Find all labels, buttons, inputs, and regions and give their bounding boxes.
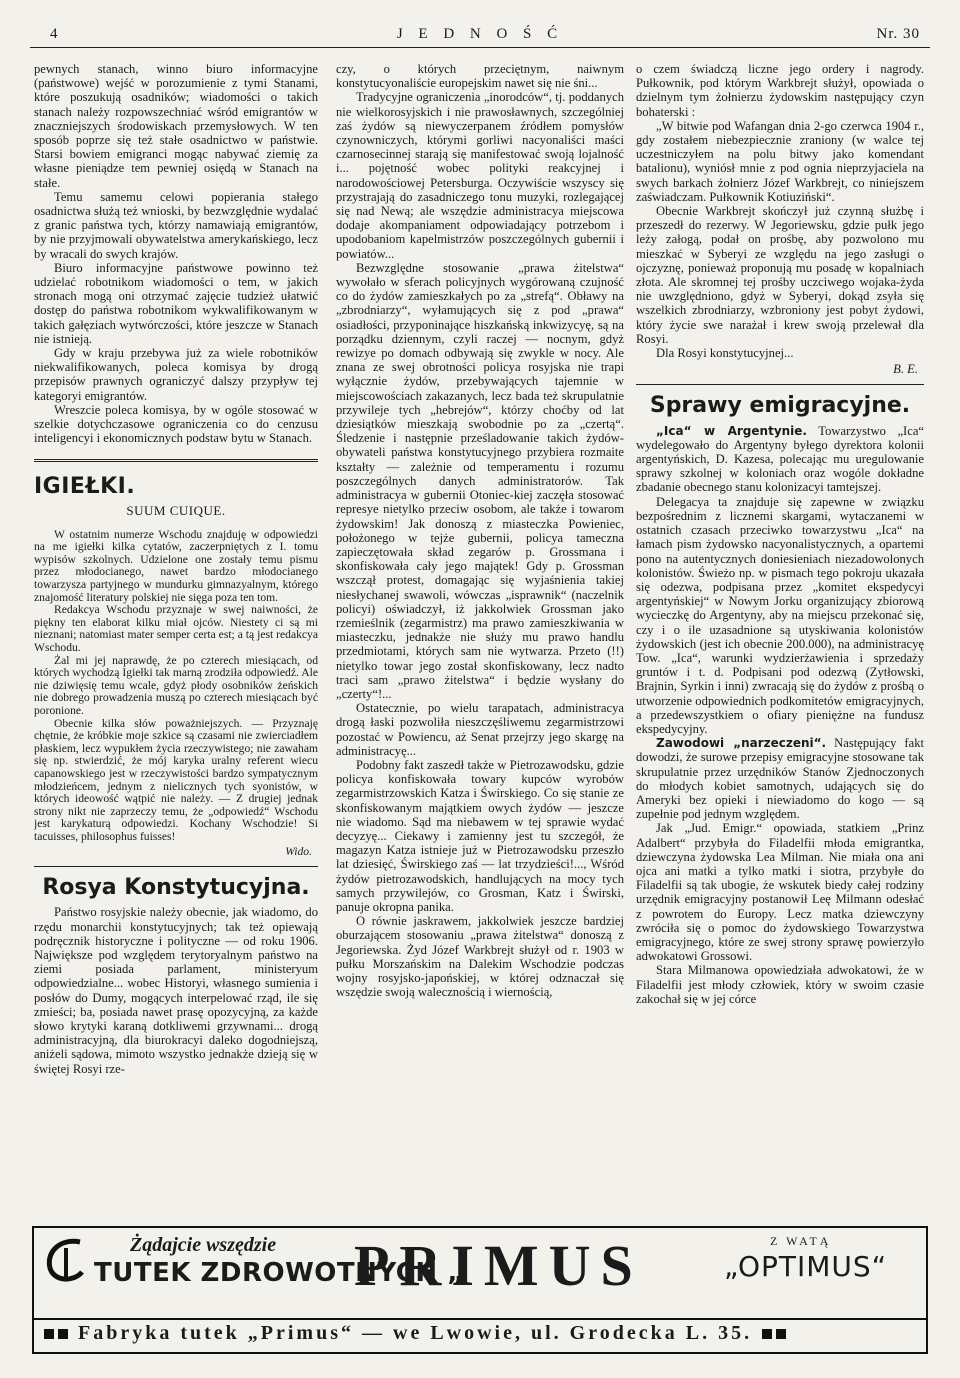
author-signature: B. E. — [893, 362, 918, 377]
paragraph: Stara Milmanowa opowiedziała adwokatowi, że w Filadelfii jest młody człowiek, który w swoim czasie zakochał się w jej córce — [636, 963, 924, 1006]
decorative-bar-icon — [44, 1329, 54, 1339]
brand-logo-icon — [40, 1234, 92, 1286]
column-1 — [34, 62, 318, 1210]
decorative-bar-icon — [776, 1329, 786, 1339]
section-divider — [34, 866, 318, 867]
emigration-headline: Sprawy emigracyjne. — [649, 393, 911, 419]
paragraph: Jak „Jud. Emigr.“ opowiada, statkiem „Prinz Adalbert“ przybyła do Filadelfii młoda emigrantka, dziewczyna żydowska Lea Milman. Nie miała ona ani ojca ani matki a tylko matki i siotra, przybyłe do Filadelfii są tak ubogie, że wskutek biedy całej rodziny urzędnik emigracyjny postanowił Leę Milmann odesłać z powrotem do Europy. Lecz matka dziewczyny zwróciła się o pomoc do żydowskiego Towarzystwa emigracyjnego, które ze swej strony sprawę powierzyło adwokatowi Grossowi. — [636, 821, 924, 964]
paragraph: Obecnie kilka słów poważniejszych. — Przyznaję chętnie, że króbkie moje szkice są czasami nie zwierciadłem płaskiem, lecz wypukłem życia rzeczywistego; nie zawaham się np. stwierdzić, że mój karyka uralny referent wiecu capanowskiego jest w rzeczywistości bardzo sympatycznym młodzieńcem, jednym z nielicznych tych syonistów, w których ideowość wątpić nie należy. — Z drugiej jednak strony nikt nie zaprzeczy temu, że „odpowiedź“ Wschodu jest karykaturą odpowiedzi. Kochany Wschodzie! Si tacuisses, philosophus fuisses! — [34, 716, 318, 843]
rosya-headline: Rosya Konstytucyjna. — [42, 875, 310, 901]
newspaper-title: J E D N O Ś Ć — [396, 26, 564, 42]
paragraph: Delegacya ta znajduje się zapewne w związku bezpośrednim z licznemi skargami, wytaczanemi w ostatnich czasach przeciwko towarzystwu „Ica“ na łamach pism żydowsko nacyonalistycznych, a opartemi pono na autentycznych doniesieniach niezadowolonych kolonistów. Świeżo np. w pismach tego pokroju ukazała się odezwa, podpisana przez „komitet ekspedycyi argentyńskiej“ w Nowym Jorku organizujący zbiorową wycieczkę do Argentyny, aby na miejscu przekonać się, czy i o ile uzasadnione są utyskiwania kolonistów żydowskich (jest ich obecnie 200.000), na administracyę Tow. „Ica“, warunki wydzierżawienia i sprzedaży gruntów i t. d. Podpisani pod odezwą (Zytłowski, Brajnin, Syrkin i inni) zwracają się do żydów z prośbą o utworzenie odpowiednich podkomitetów emigracyjnych, a przedewszystkiem o ofiary pieniężne na fundusz ekspedycyjny. — [636, 494, 924, 736]
ad-factory-text: Fabryka tutek „Primus“ — we Lwowie, ul. Grodecka L. 35. — [78, 1322, 753, 1344]
ad-with-filter: Z WATĄ — [770, 1234, 832, 1248]
paragraph-text: Towarzystwo „Ica“ wydelegowało do Argentyny byłego dyrektora kolonii argentyńskich, D. Kazesa, polecając mu uregulowanie sprawy szkolnej w koloniach oraz wogóle dokładne zbadanie obecnego stanu kolonizacyi tamtejszej. — [636, 423, 924, 495]
header-rule — [30, 47, 930, 48]
paragraph: Gdy w kraju przebywa już za wiele robotników niekwalifikowanych, poleca komisya by drogą przepisów prawnych ograniczyć dalszy przypływ tej kategoryi emigrantów. — [34, 346, 318, 403]
paragraph: pewnych stanach, winno biuro informacyjne (państwowe) wejść w porozumienie z tymi Stanami, które poszukują osadników; wiadomości o takich stanach należy rozpowszechniać wśród emigrantów w znaczniejszych środowiskach przemysłowych. W ten sposób poprze się też stałe osadnictwo w państwie. Starsi bowiem emigranci mogąc nabywać ziemię za własne pieniądze tem pewniej osiędą w Stanach na stałe. — [34, 62, 318, 190]
paragraph: Temu samemu celowi popierania stałego osadnictwa służą też wnioski, by bezwzględnie wydalać z granic państwa tych, którzy namawiają emigrantów, by nie przyjmowali obywatelstwa amerykańskiego, lecz by wracali do swych krajów. — [34, 189, 318, 261]
paragraph-text: Następujący fakt dowodzi, że surowe przepisy emigracyjne stosowane tak skrupulatnie przez urzędników Stanów Zjednoczonych do młodych kobiet samotnych, udających się do Ameryki bez opieki i niewiadomo do kogo — są zupełnie pod jednym względem. — [636, 736, 924, 822]
decorative-bar-icon — [762, 1329, 772, 1339]
inline-heading: Zawodowi „narzeczeni“. — [656, 736, 827, 751]
paragraph: Tradycyjne ograniczenia „inorodców“, tj. poddanych nie wielkorosyjskich i nie prawosławnych, szczególniej zaś żydów są niewyczerpanem źródłem pomysłów czynowniczych, którymi gorliwi nacyonaliści maści czarnosecinnej starają się manifestować swoją lojalność i... pojętność wobec polityki reakcyjnej i narodowościowej Petersburga. Oczywiście wszyscy się przystrajają do zasadniczego tonu muzyki, rozlegającej się nad Newą; ale wszędzie administracya miejscowa dodaje akompaniament odpowiadający potrzebom i upodobaniom kapelmistrzów poszczególnych gubernii i powiatów... — [336, 90, 624, 261]
igielki-body — [34, 529, 318, 858]
paragraph: Bezwzględne stosowanie „prawa żitelstwa“ wywołało w sferach policyjnych wygórowaną czujność co do żydów zamieszkałych po za „strefą“. Obławy na „zbrodniarzy“, wyłamujących się z pod „prawa“ osiadłości, przyponinające hiszkańską inkwizycyę, są na porządku dziennym, czyli raczej — nocnym, gdyż rewizye po domach odbywają się zwykle w nocy. Ale znana ze swej obrotności policya rosyjska nie trapi wyłącznie żydów, przebywających tajemnie w miejscowościach zakazanych, lecz bada też skrupulatnie przywileje tych „hebrejów“, którzy choćby od lat dziesiątków mieszkają swobodnie po za „czertą“. Śledzenie i następnie prześladowanie takich żydów-obywateli państwa konstytucyjnego przybiera rozmaite kształty — zależnie od temperamentu i rozumu poszczególnych danych administratorów. Tak administracya w gubernii Otoniec-kiej zaczęła stosować represye nietylko przeciw osobom, ale także i towarom żydowskim! Jak donoszą z miasteczka Powieniec, położonego w tejże gubernii, policya tameczna zapieczętowała skład zegarów p. Grossmana i skonfiskowała cały jego majątek! Gdy p. Grossman wszczął protest, domagając się wyjaśnienia takiej niesłychanej swawoli, wówczas „isprawnik“ (naczelnik policyi) oświadczył, iż jakkolwiek Grossman jako rzemieślnik (zegarmistrz) ma prawo zamieszkiwania w miasteczku, jednakże nie służy mu prawo handlu przedmiotami, których sam nie wytwarza. Przeto (!!) nietylko towar jego został skonfiskowany, lecz nadto traci sam „prawo żitelstwa“ i będzie wysłany do „czerty“!... — [336, 260, 624, 701]
paragraph: O równie jaskrawem, jakkolwiek jeszcze bardziej oburzającem stosowaniu „prawa żitelstwa“ donoszą z Jegoriewska. Żyd Józef Warkbrejt służył od r. 1903 w pułku Morszańskim na Dalekim Wschodzie podczas wojny rosyjsko-japońskiej, w której odznaczał się wszędzie swoją walecznością i wiernością, — [336, 914, 624, 1000]
ad-brand-optimus: „OPTIMUS“ — [724, 1250, 888, 1283]
page-header — [30, 26, 930, 46]
ad-product-line: TUTEK ZDROWOTNYCH „ — [94, 1258, 465, 1288]
decorative-bar-icon — [58, 1329, 68, 1339]
paragraph: „W bitwie pod Wafangan dnia 2-go czerwca 1904 r., gdy zostałem niebezpiecznie zraniony (w walce tej uczestniczyłem na polu bitwy jako komendant batalionu), wyniósł mnie z pod ognia nieprzyjaciela na swych barkach żołnierz Józef Warkbrejt, co niniejszem zaświadczam. Pułkownik Kotiuziński“. — [636, 118, 924, 204]
paragraph: Dla Rosyi konstytucyjnej... — [656, 346, 794, 361]
inline-heading: „Ica“ w Argentynie. — [656, 423, 807, 438]
section-divider — [34, 459, 318, 462]
ad-factory-line — [34, 1318, 926, 1346]
author-signature: Wido. — [285, 844, 312, 858]
ad-brand-primus: PRIMUS — [354, 1233, 643, 1298]
issue-number: Nr. 30 — [876, 26, 920, 42]
column-2 — [336, 62, 624, 1210]
section-divider — [636, 384, 924, 385]
paragraph: Obecnie Warkbrejt skończył już czynną służbę i przeszedł do rezerwy. W Jegoriewsku, gdzie pułk jego leży załogą, podał on prośbę, aby pozwolono mu mieszkać w Syberyi ze względu na jego zasługi o ojczyznę, ponieważ proponują mu posadę w kopalniach złota. Ale skromnej tej prośby uczciwego wojaka-żyda nie uwzględniono, gdyż w Syberyi, dokąd zsyła się wszelkich zbrodniarzy, wzbroniony jest pobyt żydowi, który życie swe narażał i krew swoją przelewał dla Rosyi. — [636, 204, 924, 346]
paragraph: czy, o których przeciętnym, naiwnym konstytucyonaliście europejskim nawet się nie śni... — [336, 62, 624, 91]
advertisement-box — [32, 1226, 928, 1354]
paragraph: Podobny fakt zaszedł także w Pietrozawodsku, gdzie policya konfiskowała towary kupców wyrobów zegarmistrzowskich Katza i Świrskiego. Co się stanie ze skonfiskowanym majątkiem owych żydów — jeszcze nie wiadomo. Sąd ma niebawem w tej sprawie wydać decyzyę... Ciekawy i zamienny jest tu szczegół, że magazyn Katza istnieje już w Pietrozawodsku przeszło lat dziesięć, Świrskiego zaś — lat trzydzieści!..., Wśród żydów pietrozawodskich, handlujących na mocy tych samych przywilejów, co Grosman, Katz i Świrski, panuje okropna panika. — [336, 757, 624, 914]
paragraph: Żal mi jej naprawdę, że po czterech miesiącach, od których wychodzą Igiełki tak marną zrodziła odpowiedź. Ale nie dziwięsię temu wcale, gdyż płody osobników żeńskich nie dobrego prowadzenia muszą po czterech miesiącach być poronione. — [34, 653, 318, 717]
paragraph: Ostatecznie, po wielu tarapatach, administracya drogą łaski pozwoliła nieszczęśliwemu zegarmistrzowi pozostać w Powiencu, aż Senat przejrzy jego skargę na administracyę... — [336, 701, 624, 758]
paragraph: Państwo rosyjskie należy obecnie, jak wiadomo, do rzędu monarchii konstytucyjnych; tak też opiewają podręcznik historyczne i polityczne — od roku 1906. Największe pod względem terytoryalnym państwo na ziemi posiada parlament, ministeryum odpowiedzialne... wobec Historyi, własnego sumienia i posłów do Dumy, mogących interpelować rząd, ile się zmieści; ba, posiada nawet prasę opozycyjną, za każde słowo krytyki karaną dotkliwemi grzywnami... drogą administracyjną, dla biurokracyi daleko dogodniejszą, aniżeli sądowa, mimoto wszystko jednakże dzieją się w świętej Rosyi rze- — [34, 905, 318, 1076]
igielki-subheading: SUUM CUIQUE. — [126, 503, 226, 519]
paragraph: Biuro informacyjne państwowe powinno też udzielać robotnikom wiadomości o tem, w jakich stronach mogą oni otrzymać zajęcie tudzież ułatwić dostęp do państwa robotnikom wykwalifikowanym w takich gałęziach wytwórczości, które jeszcze w Stanach nie istnieją. — [34, 260, 318, 346]
igielki-headline: IGIEŁKI. — [34, 474, 136, 500]
paragraph: Wreszcie poleca komisya, by w ogóle stosować w szelkie dotychczasowe ograniczenia co do cenzusu inteligencyi i ekonomicznych podstaw bytu w Stanach. — [34, 402, 318, 446]
page-number: 4 — [50, 26, 59, 42]
paragraph: Redakcya Wschodu przyznaje w swej naiwności, że piękny ten elaborat kilku miał ojców. Niestety ci są mi nieznani; natomiast mater semper certa est; a tą jest redakcya Wschodu. — [34, 603, 318, 655]
paragraph: W ostatnim numerze Wschodu znajduję w odpowiedzi na me igiełki kilka cytatów, zaczerpniętych z I. tomu wypisów szkolnych. Udzielone one zostały temu pismu przez młodocianego, nawet bardzo młodocianego towarzysza partyjnego w mundurku gimnazyalnym, którego znajomość literatury polskiej nie sięga poza ten tom. — [34, 527, 318, 604]
ad-tagline: Żądajcie wszędzie — [130, 1234, 277, 1256]
paragraph: o czem świadczą liczne jego ordery i nagrody. Pułkownik, pod którym Warkbrejt służył, opowiada o dzielnym tym żołnierzu żydowskim następujący czyn bohaterski : — [636, 62, 924, 119]
column-3 — [636, 62, 924, 1210]
